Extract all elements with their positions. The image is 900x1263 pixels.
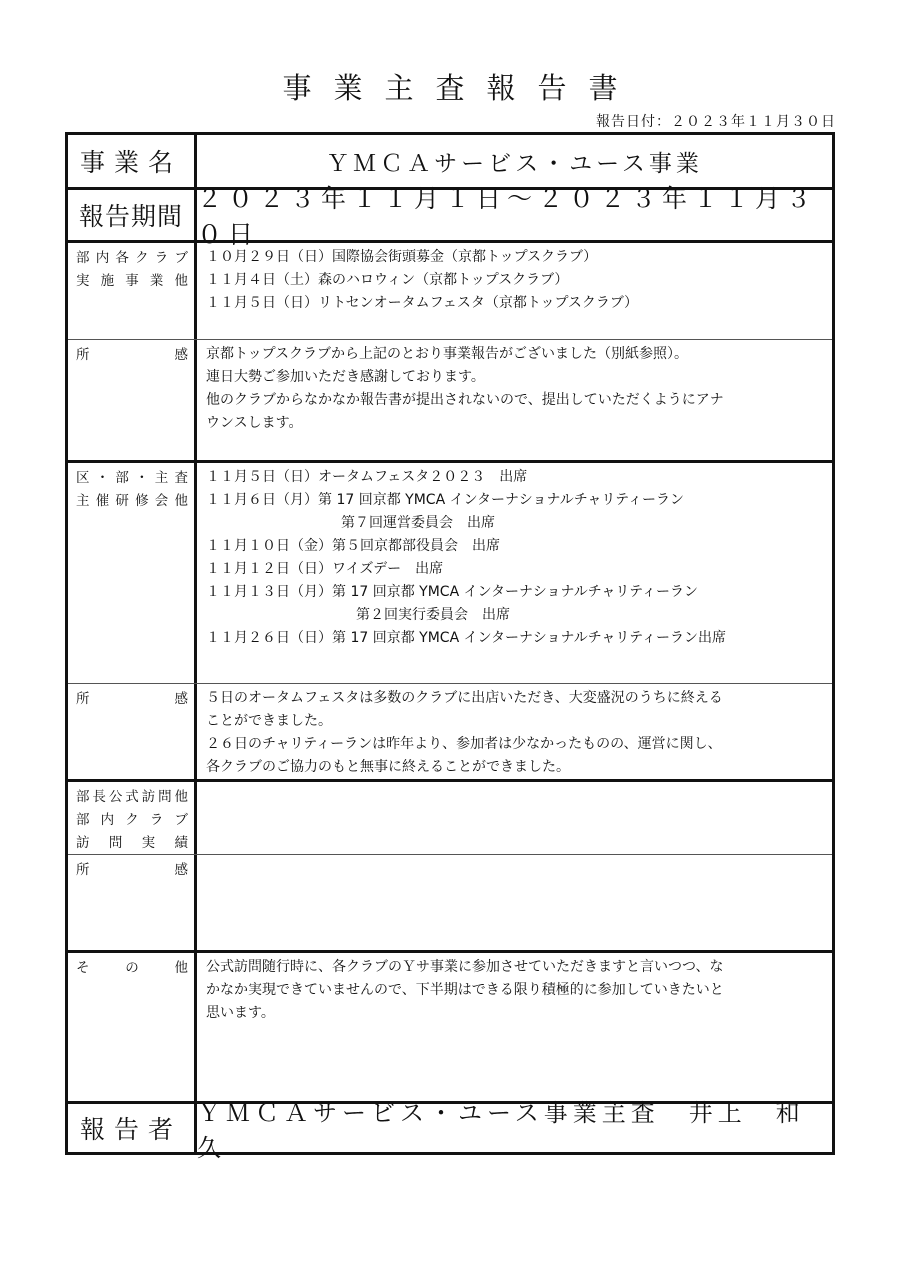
other-content: 公式訪問随行時に、各クラブのＹサ事業に参加させていただきますと言いつつ、な かなか実現できていませんので、下半期はできる限り積極的に参加していきたいと 思います。 (206, 959, 724, 1021)
other-label: その他 (76, 960, 188, 976)
impression-content-1: 京都トップスクラブから上記のとおり事業報告がございました（別紙参照）。 連日大勢ご参加いただき感謝しております。 他のクラブからなかなか報告書が提出されないので、提出していただくようにアナ ウンスします。 (206, 346, 724, 431)
impression-content-2: ５日のオータムフェスタは多数のクラブに出店いただき、大変盛況のうちに終える ことができました。 ２６日のチャリティーランは昨年より、参加者は少なかったものの、運営に関し、 各クラブのご協力のもと無事に終えることができました。 (206, 690, 723, 775)
hosted-training-content (206, 466, 822, 650)
report-period-value: ２０２３年１１月１日〜２０２３年１１月３０日 (197, 184, 818, 249)
impression-label-3: 所感 (76, 862, 188, 878)
list-item: １１月１３日（月）第 17 回京都 YMCA インターナショナルチャリティーラン (206, 584, 698, 600)
list-item: １１月１０日（金）第５回京都部役員会 出席 (206, 538, 500, 554)
impression-row-3 (68, 855, 832, 953)
hosted-training-row (68, 463, 832, 684)
report-period-row (68, 184, 832, 249)
impression-label-1: 所感 (76, 347, 188, 363)
list-item: １１月５日（日）オータムフェスタ２０２３ 出席 (206, 469, 528, 485)
reporter-label: 報告者 (79, 1115, 182, 1144)
list-item: １１月５日（日）リトセンオータムフェスタ（京都トップスクラブ） (206, 295, 639, 311)
report-period-label: 報告期間 (78, 202, 183, 231)
report-form (65, 132, 835, 1162)
list-item: 第２回実行委員会 出席 (356, 607, 510, 623)
other-row (68, 953, 832, 1104)
business-name-label: 事業名 (79, 148, 182, 177)
list-item: １１月２６日（日）第 17 回京都 YMCA インターナショナルチャリティーラン出席 (206, 630, 726, 646)
list-item: 第７回運営委員会 出席 (341, 515, 495, 531)
list-item: １１月６日（月）第 17 回京都 YMCA インターナショナルチャリティーラン (206, 492, 684, 508)
impression-label-2: 所感 (76, 691, 188, 707)
reporter-row (68, 1099, 832, 1162)
official-visits-label: 部長公式訪問他 部内クラブ 訪問実績 (76, 789, 188, 851)
hosted-training-label: 区・部・主査 主催研修会他 (76, 470, 188, 509)
impression-row-1 (68, 340, 832, 463)
list-item: １１月４日（土）森のハロウィン（京都トップスクラブ） (206, 272, 569, 288)
club-activities-label: 部内各クラブ 実施事業他 (76, 250, 188, 289)
reporter-value: ＹＭＣＡサービス・ユース事業主査 井上 和久 (197, 1099, 805, 1162)
business-name-value: ＹＭＣＡサービス・ユース事業 (326, 150, 703, 177)
club-activities-content (206, 246, 822, 315)
list-item: １０月２９日（日）国際協会街頭募金（京都トップスクラブ） (206, 249, 598, 265)
list-item: １１月１２日（日）ワイズデー 出席 (206, 561, 444, 577)
official-visits-row (68, 782, 832, 855)
document-title: 事業主査報告書 (282, 71, 640, 105)
report-date: 報告日付：２０２３年１１月３０日 (596, 114, 836, 130)
club-activities-row (68, 243, 832, 340)
impression-row-2 (68, 684, 832, 782)
